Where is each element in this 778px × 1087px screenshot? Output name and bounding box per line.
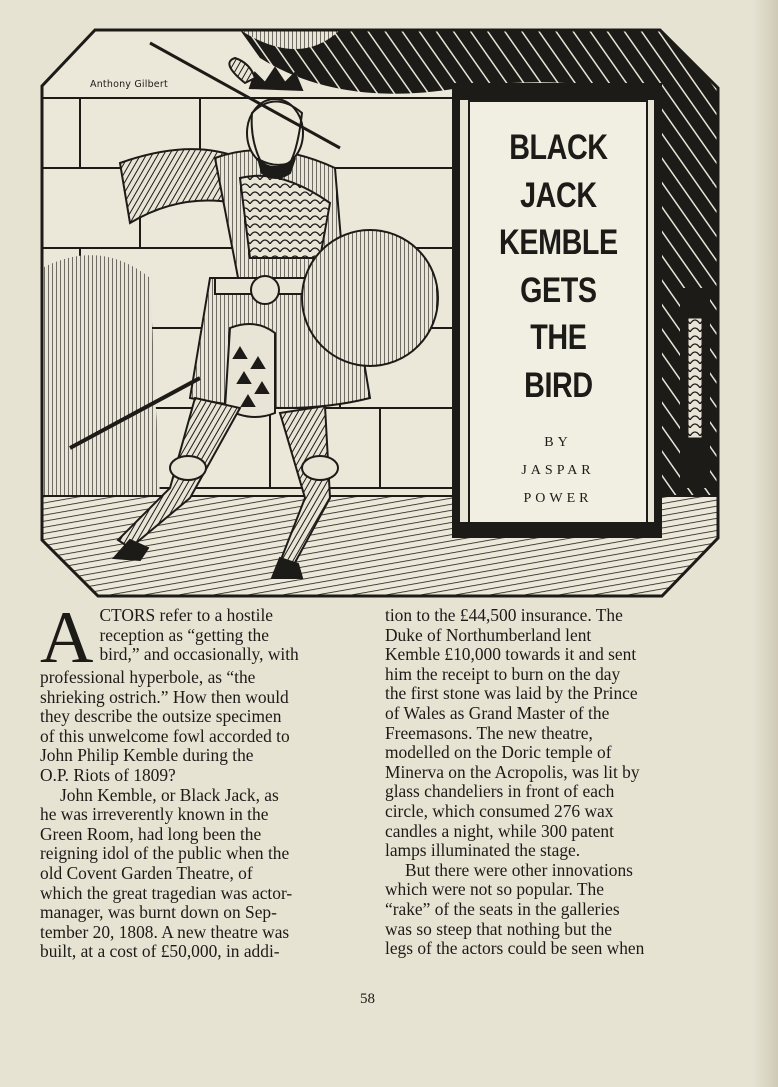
- text-line: tember 20, 1808. A new theatre was: [40, 921, 290, 942]
- artist-credit: Anthony Gilbert: [90, 79, 168, 90]
- title-line: THE: [529, 318, 587, 357]
- text-line: of this unwelcome fowl accorded to: [40, 725, 290, 746]
- text-line: lamps illuminated the stage.: [385, 840, 581, 861]
- title-line: BLACK: [508, 128, 608, 167]
- byline-by: BY: [544, 435, 572, 450]
- title-line: JACK: [519, 175, 597, 215]
- title-line: BIRD: [523, 365, 593, 405]
- article-column-2: [385, 606, 711, 959]
- text-line: was so steep that nothing but the: [385, 918, 613, 939]
- text-line: which were not so popular. The: [385, 879, 604, 900]
- text-line: John Kemble, or Black Jack, as: [60, 784, 279, 805]
- drop-cap: A: [40, 597, 94, 679]
- text-line: Green Room, had long been the: [40, 823, 262, 844]
- article-column-1: [40, 597, 362, 962]
- text-line: professional hyperbole, as “the: [40, 667, 256, 687]
- page-edge: [752, 0, 778, 1087]
- text-line: he was irreverently known in the: [40, 804, 269, 825]
- text-line: tion to the £44,500 insurance. The: [385, 605, 623, 625]
- text-line: manager, was burnt down on Sep-: [40, 902, 277, 923]
- text-line: legs of the actors could be seen when: [385, 938, 645, 959]
- text-line: Kemble £10,000 towards it and sent: [385, 644, 637, 665]
- text-line: “rake” of the seats in the galleries: [385, 898, 620, 919]
- text-line: Freemasons. The new theatre,: [385, 722, 593, 743]
- text-line: reigning idol of the public when the: [40, 843, 290, 864]
- text-line: But there were other innovations: [405, 859, 633, 880]
- text-line: glass chandeliers in front of each: [385, 781, 615, 802]
- text-line: bird,” and occasionally, with: [99, 644, 299, 665]
- text-line: him the receipt to burn on the day: [385, 663, 621, 684]
- text-line: reception as “getting the: [99, 624, 269, 645]
- text-line: modelled on the Doric temple of: [385, 742, 612, 763]
- text-line: which the great tragedian was actor-: [40, 882, 293, 903]
- text-line: of Wales as Grand Master of the: [385, 702, 610, 723]
- title-line: KEMBLE: [498, 223, 618, 262]
- byline-author-last: POWER: [523, 491, 593, 506]
- text-line: Minerva on the Acropolis, was lit by: [385, 761, 640, 782]
- text-line: CTORS refer to a hostile: [99, 605, 274, 625]
- text-line: old Covent Garden Theatre, of: [40, 862, 253, 883]
- article-title: [486, 124, 631, 409]
- title-panel: [468, 100, 648, 524]
- text-line: shrieking ostrich.” How then would: [40, 686, 289, 707]
- byline-author-first: JASPAR: [521, 463, 595, 478]
- text-line: the first stone was laid by the Prince: [385, 683, 638, 704]
- title-line: GETS: [519, 270, 597, 310]
- text-line: Duke of Northumberland lent: [385, 624, 592, 645]
- text-line: they describe the outsize specimen: [40, 706, 282, 727]
- page-number: 58: [360, 991, 375, 1007]
- text-line: O.P. Riots of 1809?: [40, 764, 176, 785]
- text-line: John Philip Kemble during the: [40, 745, 254, 766]
- text-line: built, at a cost of £50,000, in addi-: [40, 941, 280, 962]
- text-line: candles a night, while 300 patent: [385, 820, 614, 841]
- byline: [521, 429, 594, 513]
- text-line: circle, which consumed 276 wax: [385, 800, 614, 821]
